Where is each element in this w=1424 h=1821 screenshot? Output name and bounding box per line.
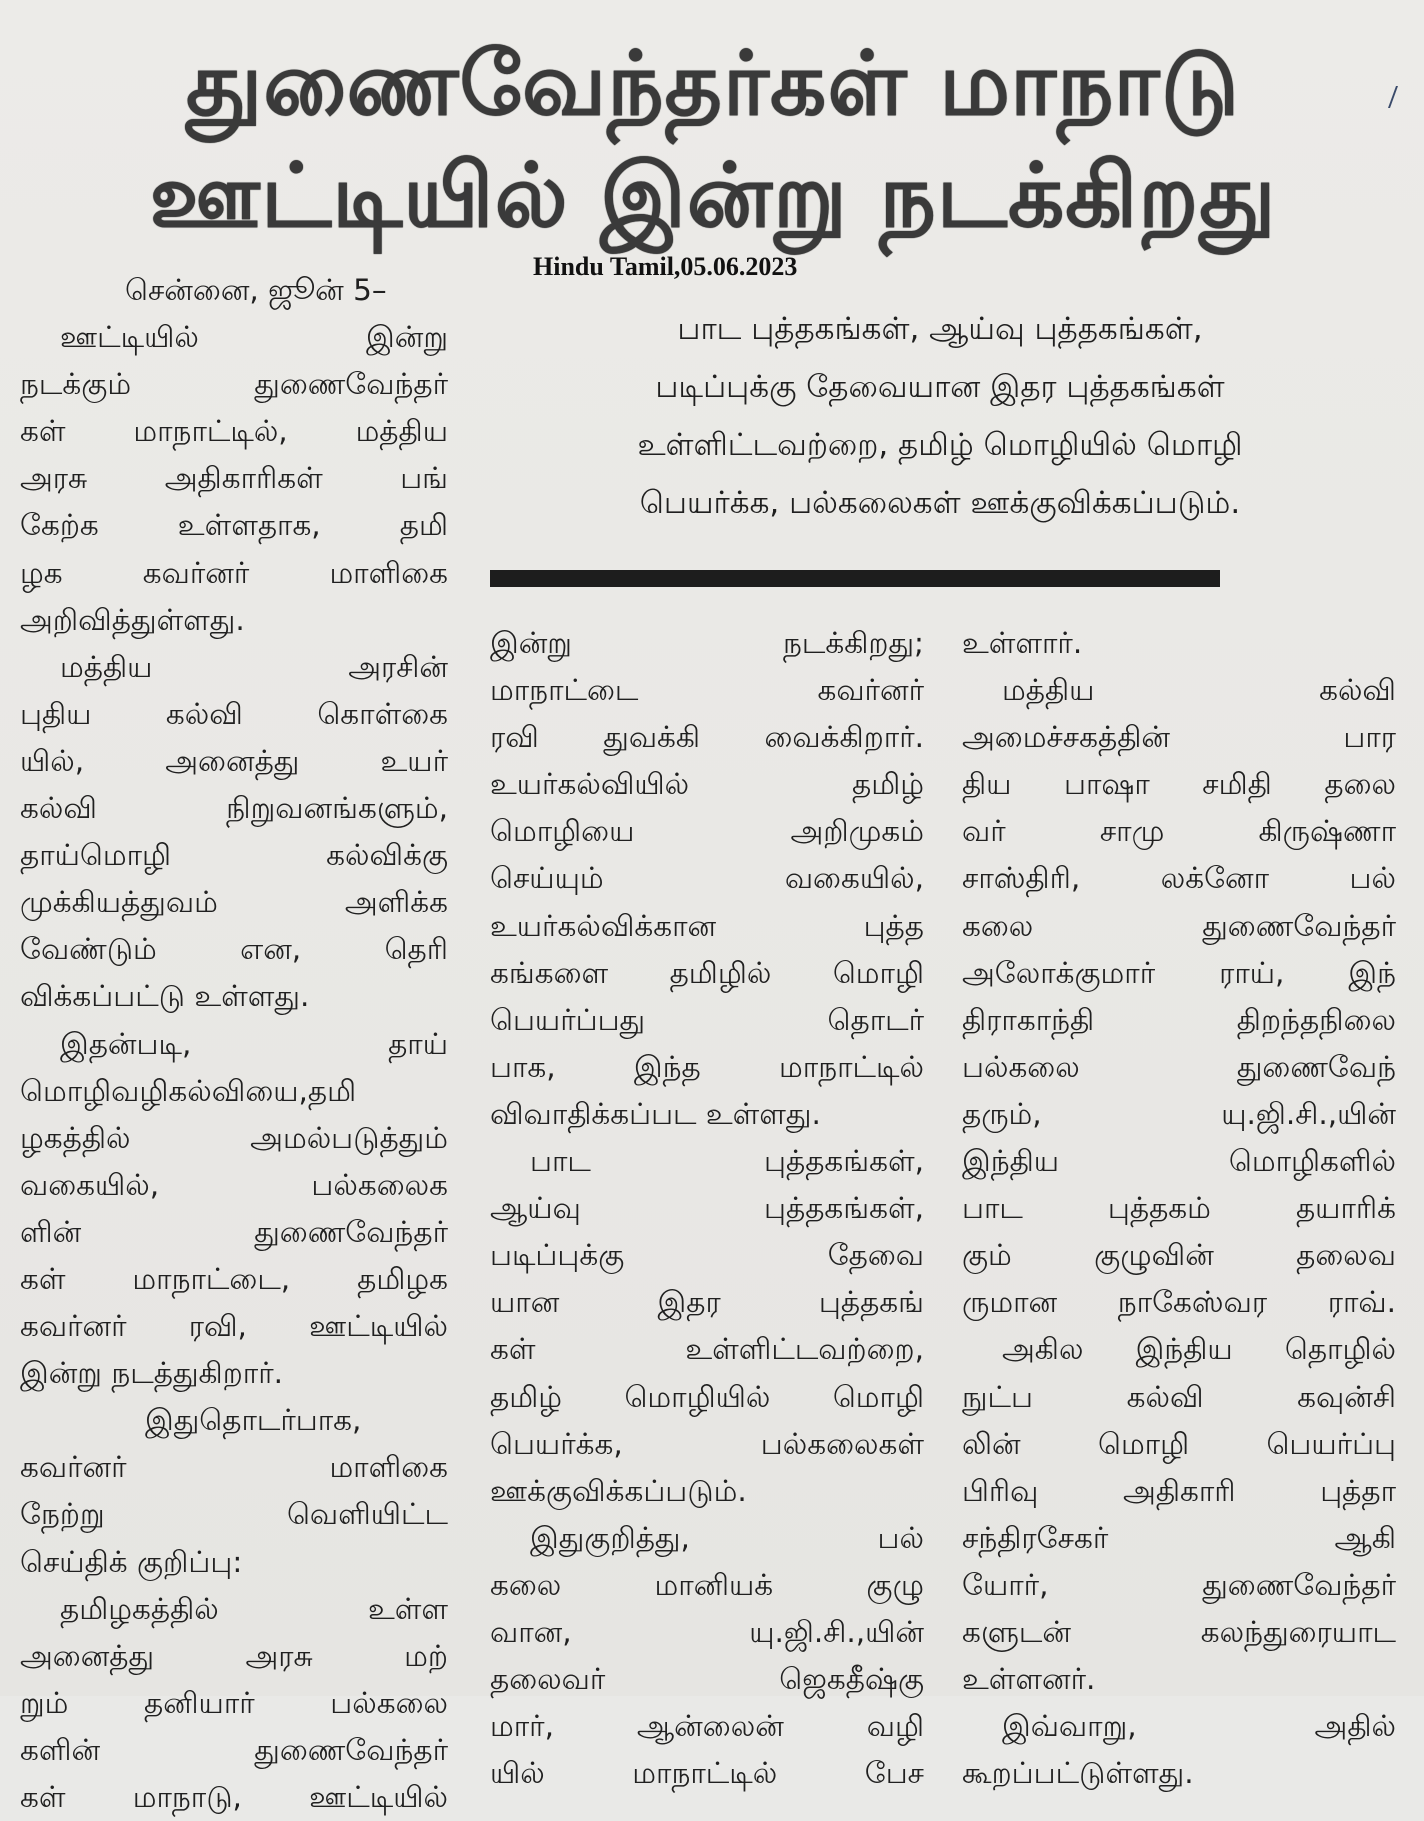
text-line: ஆய்வு புத்தகங்கள், bbox=[490, 1191, 924, 1226]
text-line: கேற்க உள்ளதாக, தமி bbox=[20, 508, 448, 543]
text-line: தமிழகத்தில் உள்ள bbox=[60, 1591, 448, 1626]
text-line: அறிவித்துள்ளது. bbox=[20, 602, 245, 637]
pull-quote-line: படிப்புக்கு தேவையான இதர புத்தகங்கள் bbox=[655, 369, 1225, 405]
text-line: உயர்கல்வியில் தமிழ் bbox=[490, 767, 924, 802]
text-line: படிப்புக்கு தேவை bbox=[490, 1238, 924, 1273]
text-line: திராகாந்தி திறந்தநிலை bbox=[962, 1002, 1396, 1037]
divider-rule bbox=[490, 570, 1220, 587]
text-line: பாக, இந்த மாநாட்டில் bbox=[490, 1049, 924, 1084]
text-line: ளின் துணைவேந்தர் bbox=[20, 1214, 448, 1249]
text-line: நடக்கும் துணைவேந்தர் bbox=[20, 367, 448, 402]
text-line: கலை துணைவேந்தர் bbox=[962, 908, 1396, 943]
text-line: அமைச்சகத்தின் பார bbox=[962, 720, 1396, 755]
text-line: பல்கலை துணைவேந் bbox=[962, 1049, 1396, 1084]
text-line: ரவி துவக்கி வைக்கிறார். bbox=[490, 720, 924, 755]
text-line: லின் மொழி பெயர்ப்பு bbox=[962, 1426, 1396, 1461]
pull-quote-line: உள்ளிட்டவற்றை, தமிழ் மொழியில் மொழி bbox=[637, 427, 1243, 463]
text-line: செய்யும் வகையில், bbox=[490, 861, 924, 896]
text-line: ஊட்டியில் இன்று bbox=[60, 320, 448, 355]
text-line: கள் மாநாடு, ஊட்டியில் bbox=[20, 1780, 448, 1814]
text-line: அனைத்து அரசு மற் bbox=[20, 1638, 448, 1673]
text-line: இதன்படி, தாய் bbox=[60, 1026, 448, 1061]
text-line: வேண்டும் என, தெரி bbox=[20, 932, 448, 967]
text-line: இன்று நடக்கிறது; bbox=[490, 626, 924, 660]
text-line: மத்திய கல்வி bbox=[1002, 673, 1396, 708]
text-line: அலோக்குமார் ராய், இந் bbox=[962, 955, 1396, 990]
text-line: அகில இந்திய தொழில் bbox=[1002, 1332, 1396, 1367]
text-line: கலை மானியக் குழு bbox=[490, 1567, 924, 1602]
text-line: சந்திரசேகர் ஆகி bbox=[962, 1520, 1396, 1555]
text-line: கள் மாநாட்டில், மத்திய bbox=[20, 414, 448, 449]
text-line: சாஸ்திரி, லக்னோ பல் bbox=[962, 861, 1396, 896]
article-column-1 bbox=[20, 267, 448, 1821]
text-line: தாய்மொழி கல்விக்கு bbox=[20, 838, 448, 873]
text-line: திய பாஷா சமிதி தலை bbox=[962, 767, 1396, 802]
text-line: மாநாட்டை கவர்னர் bbox=[490, 673, 924, 708]
text-line: களுடன் கலந்துரையாட bbox=[962, 1614, 1396, 1649]
text-line: இந்திய மொழிகளில் bbox=[962, 1144, 1396, 1179]
dateline: சென்னை, ஜூன் 5– bbox=[125, 273, 387, 307]
text-line: விக்கப்பட்டு உள்ளது. bbox=[20, 979, 310, 1014]
text-line: வான, யு.ஜி.சி.,யின் bbox=[490, 1614, 924, 1649]
text-line: மொழியை அறிமுகம் bbox=[490, 814, 924, 849]
text-line: பாட புத்தகங்கள், bbox=[530, 1144, 924, 1179]
text-line: யான இதர புத்தகங் bbox=[490, 1285, 924, 1320]
text-line: யில் மாநாட்டில் பேச bbox=[490, 1756, 924, 1791]
headline-line-2: ஊட்டியில் இன்று நடக்கிறது bbox=[149, 144, 1277, 247]
text-line: இதுகுறித்து, பல் bbox=[530, 1520, 924, 1555]
text-line: கல்வி நிறுவனங்களும், bbox=[20, 791, 448, 826]
text-line: ழக கவர்னர் மாளிகை bbox=[20, 555, 448, 590]
text-line: முக்கியத்துவம் அளிக்க bbox=[20, 885, 448, 920]
text-line: இன்று நடத்துகிறார். bbox=[20, 1356, 283, 1391]
text-line: தமிழ் மொழியில் மொழி bbox=[490, 1379, 924, 1414]
text-line: உயர்கல்விக்கான புத்த bbox=[490, 908, 924, 943]
text-line: மார், ஆன்லைன் வழி bbox=[490, 1709, 924, 1744]
text-line: கூறப்பட்டுள்ளது. bbox=[962, 1756, 1194, 1791]
text-line: மத்திய அரசின் bbox=[60, 649, 448, 684]
text-line: கள் உள்ளிட்டவற்றை, bbox=[490, 1332, 924, 1367]
headline bbox=[18, 28, 1408, 252]
text-line: களின் துணைவேந்தர் bbox=[20, 1732, 448, 1767]
text-line: கவர்னர் மாளிகை bbox=[20, 1450, 448, 1485]
text-line: உள்ளார். bbox=[962, 626, 1083, 660]
text-line: இதுதொடர்பாக, bbox=[145, 1403, 362, 1438]
text-line: உள்ளனர். bbox=[962, 1662, 1096, 1697]
article-column-2 bbox=[490, 620, 924, 1797]
text-line: கும் குழுவின் தலைவ bbox=[962, 1238, 1396, 1273]
text-line: நுட்ப கல்வி கவுன்சி bbox=[962, 1379, 1396, 1414]
text-line: பாட புத்தகம் தயாரிக் bbox=[962, 1191, 1396, 1226]
text-line: புதிய கல்வி கொள்கை bbox=[20, 696, 448, 731]
text-line: வகையில், பல்கலைக bbox=[20, 1167, 448, 1202]
text-line: இவ்வாறு, அதில் bbox=[1002, 1709, 1396, 1744]
text-line: றும் தனியார் பல்கலை bbox=[20, 1685, 448, 1720]
text-line: கள் மாநாட்டை, தமிழக bbox=[20, 1261, 448, 1296]
article-column-3 bbox=[962, 620, 1396, 1797]
headline-line-1: துணைவேந்தர்கள் மாநாடு bbox=[185, 32, 1241, 135]
pull-quote bbox=[520, 300, 1360, 532]
text-line: கவர்னர் ரவி, ஊட்டியில் bbox=[20, 1309, 448, 1344]
text-line: மொழிவழிகல்வியை,தமி bbox=[20, 1073, 357, 1108]
text-line: ஊக்குவிக்கப்படும். bbox=[490, 1473, 747, 1508]
text-line: தரும், யு.ஜி.சி.,யின் bbox=[962, 1096, 1396, 1131]
text-line: நேற்று வெளியிட்ட bbox=[20, 1497, 448, 1532]
pull-quote-line: பெயர்க்க, பல்கலைகள் ஊக்குவிக்கப்படும். bbox=[639, 485, 1241, 521]
text-line: வர் சாமு கிருஷ்ணா bbox=[962, 814, 1396, 849]
text-line: பெயர்ப்பது தொடர் bbox=[490, 1002, 924, 1037]
pull-quote-line: பாட புத்தகங்கள், ஆய்வு புத்தகங்கள், bbox=[677, 311, 1203, 347]
text-line: ழகத்தில் அமல்படுத்தும் bbox=[20, 1120, 448, 1155]
text-line: விவாதிக்கப்பட உள்ளது. bbox=[490, 1096, 821, 1131]
text-line: அரசு அதிகாரிகள் பங் bbox=[20, 461, 448, 496]
text-line: யோர், துணைவேந்தர் bbox=[962, 1567, 1396, 1602]
text-line: பிரிவு அதிகாரி புத்தா bbox=[962, 1473, 1396, 1508]
text-line: செய்திக் குறிப்பு: bbox=[20, 1544, 243, 1579]
text-line: யில், அனைத்து உயர் bbox=[20, 743, 448, 778]
text-line: தலைவர் ஜெகதீஷ்கு bbox=[490, 1662, 924, 1697]
text-line: ருமான நாகேஸ்வர ராவ். bbox=[962, 1285, 1396, 1320]
source-credit: Hindu Tamil,05.06.2023 bbox=[533, 252, 798, 281]
text-line: கங்களை தமிழில் மொழி bbox=[490, 955, 924, 990]
text-line: பெயர்க்க, பல்கலைகள் bbox=[490, 1426, 924, 1461]
